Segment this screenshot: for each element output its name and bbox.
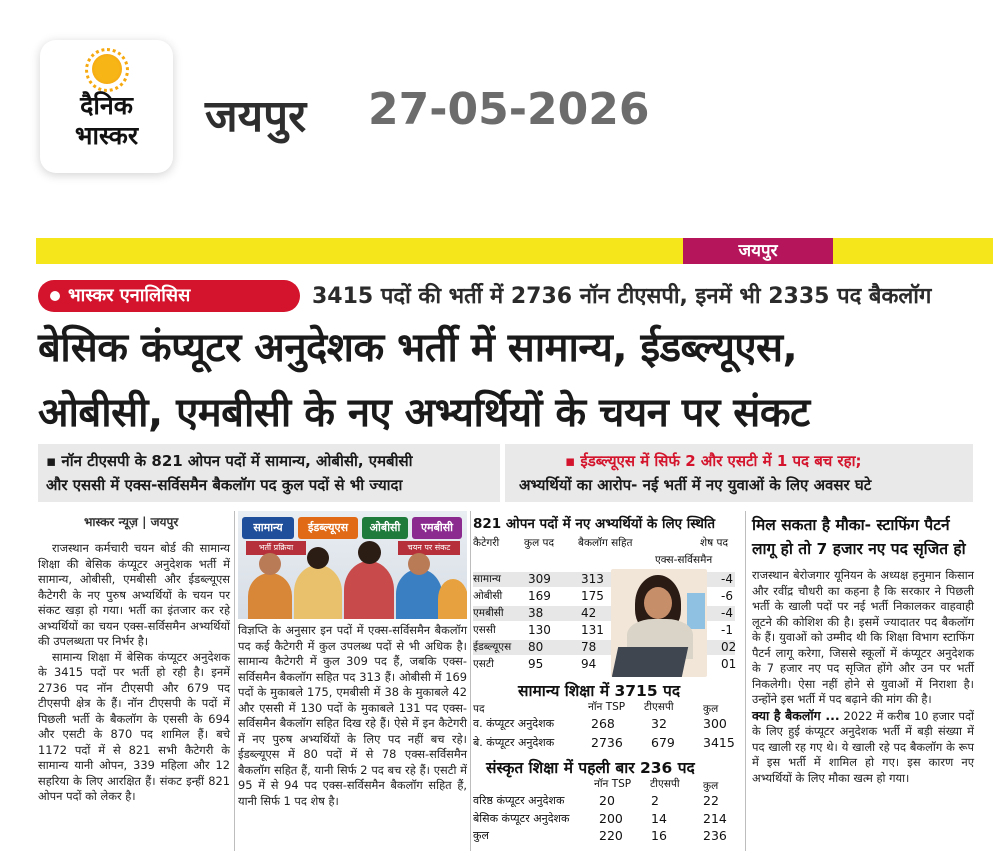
column-divider [234,511,235,851]
bullet-dot-icon [50,291,60,301]
right-headline-line2: लागू हो तो 7 हजार नए पद सृजित हो [752,540,966,558]
laptop-icon [612,647,688,677]
person-figure-icon [396,569,442,619]
edition-city: जयपुर [205,91,307,142]
highlight-right-line1: ▪ ईडब्ल्यूएस में सिर्फ 2 और एसटी में 1 पद बच रहा; [565,452,862,470]
table-cell-total: 309 [528,572,551,586]
table-cell-remaining: -4 [721,606,733,620]
illus-tab-mbc: एमबीसी [412,517,462,539]
table1-subheader: एक्स-सर्विसमैन [655,554,713,566]
highlight-right-line2: अभ्यर्थियों का आरोप- नई भर्ती में नए युवाओं के लिए अवसर घटे [519,476,872,494]
illus-tab-obc: ओबीसी [362,517,408,539]
person-head-icon [408,553,430,575]
table-cell-post: बे. कंप्यूटर अनुदेशक [473,736,555,749]
sun-icon [92,54,122,84]
table-cell-remaining: -1 [721,623,733,637]
table1-head-backlog: बैकलॉग सहित [578,537,633,549]
table1-head-remaining: शेष पद [700,537,729,549]
table-cell-remaining: -4 [721,572,733,586]
table-cell-tsp: 679 [651,735,675,750]
table3-head-tsp: टीएसपी [650,778,680,790]
table-cell-backlog: 131 [581,623,604,637]
table-cell-total: 3415 [703,735,735,750]
highlight-right [505,444,973,502]
table-cell-backlog: 42 [581,606,597,620]
edition-date: 27-05-2026 [368,84,650,135]
table-cell-backlog: 94 [581,657,597,671]
person-figure-icon [344,561,394,619]
table-cell-category: एमबीसी [473,607,504,619]
table-cell-nontsp: 220 [599,828,623,843]
article-paragraph: राजस्थान बेरोजगार यूनियन के अध्यक्ष हनुमान किसान और रवींद्र चौधरी का कहना है कि सरकार ने पिछली भर्ती के खाली पदों पर नई भर्ती निकालकर वाहवाही लूटने की कोशिश की है। इसमें ज्यादातर पद बैकलॉग के हैं। युवाओं को उम्मीद थी कि शिक्षा विभाग स्टाफिंग पैटर्न लागू करेगा, जिससे स्कूलों में कंप्यूटर अनुदेशक के 7 हजार नए पद सृजित होंगे और उन पर भर्ती निकलेगी। ऐसा नहीं होने से युवाओं में निराशा है। उन्होंने इस भर्ती में पद बढ़ाने की मांग की है। [752,568,974,706]
table-cell-category: एसटी [473,658,494,670]
person-head-icon [259,553,281,575]
table-cell-post: वरिष्ठ कंप्यूटर अनुदेशक [473,794,565,807]
table-cell-category: एससी [473,624,496,636]
sub-headline: 3415 पदों की भर्ती में 2736 नॉन टीएसपी, इनमें भी 2335 पद बैकलॉग [312,284,932,309]
table-cell-category: ओबीसी [473,590,503,602]
table1-head-category: कैटेगरी [473,537,500,549]
dainik-bhaskar-logo[interactable] [40,40,173,173]
table-cell-total: 169 [528,589,551,603]
table3-head-nontsp: नॉन TSP [594,778,632,790]
headline-line2: ओबीसी, एमबीसी के नए अभ्यर्थियों के चयन पर संकट [38,390,810,436]
logo-text-line1: दैनिक [80,91,133,120]
table-cell-total: 38 [528,606,544,620]
table-row [473,735,735,751]
highlight-left-line2: और एससी में एक्स-सर्विसमैन बैकलॉग पद कुल पदों से भी ज्यादा [46,476,403,494]
table-row [473,793,735,809]
monitor-icon [687,593,705,629]
table-cell-remaining: 01 [721,657,737,671]
table-cell-total: 236 [703,828,727,843]
article-column-1 [38,541,230,805]
backlog-subhead: क्या है बैकलॉग ... [752,707,840,723]
table-cell-category: ईडब्ल्यूएस [473,641,512,653]
table-row [473,716,735,732]
table3-head-total: कुल [703,780,719,792]
table-cell-backlog: 78 [581,640,597,654]
right-headline-line1: मिल सकता है मौका- स्टाफिंग पैटर्न [752,516,950,534]
table-cell-nontsp: 200 [599,811,623,826]
table-cell-backlog: 313 [581,572,604,586]
article-paragraph-1: राजस्थान कर्मचारी चयन बोर्ड की सामान्य शिक्षा की बेसिक कंप्यूटर अनुदेशक भर्ती में सामान्य, ओबीसी, एमबीसी और ईडब्ल्यूएस कैटेगरी के नए पुरुष अभ्यर्थियों के चयन पर संकट खड़ा हो गया। भर्ती का इंतजार कर रहे अभ्यर्थियों का चयन एक्स-सर्विसमैन अभ्यर्थियों की उपलब्धता पर निर्भर है। [38,541,230,648]
table2-head-total: कुल [703,703,719,715]
table2-head-tsp: टीएसपी [644,701,674,713]
table-row [473,811,735,827]
table3-title: संस्कृत शिक्षा में पहली बार 236 पद [486,759,695,777]
table-cell-total: 95 [528,657,544,671]
person-figure-icon [294,565,342,619]
table1-title: 821 ओपन पदों में नए अभ्यर्थियों के लिए स्थिति [473,516,716,532]
table-cell-nontsp: 2736 [591,735,623,750]
table-cell-post: बेसिक कंप्यूटर अनुदेशक [473,812,570,825]
table-cell-total: 80 [528,640,544,654]
table-cell-total: 130 [528,623,551,637]
illus-sign-crisis: चयन पर संकट [398,541,460,555]
article-paragraph-2: सामान्य शिक्षा में बेसिक कंप्यूटर अनुदेशक के 3415 पदों पर भर्ती हो रही है। इनमें 2736 पद नॉन टीएसपी और 679 पद टीएसपी क्षेत्र के हैं। नॉन टीएसपी के पदों में पिछली भर्ती के बैकलॉग के एससी के 694 और एसटी के 870 पद शामिल हैं। बचे 1172 पदों में से 821 सभी कैटेगरी के सामान्य यानी ओपन, 339 महिला और 12 सहरिया के लिए आरक्षित हैं। संकट इन्हीं 821 ओपन पदों को लेकर है। [38,649,230,803]
illustration-image [238,511,467,619]
person-figure-icon [248,573,292,619]
column-divider [745,511,746,851]
headline-line1: बेसिक कंप्यूटर अनुदेशक भर्ती में सामान्य, ईडब्ल्यूएस, [38,325,798,371]
table-cell-total: 22 [703,793,719,808]
person-figure-icon [438,579,467,619]
table-cell-tsp: 2 [651,793,659,808]
table-cell-tsp: 32 [651,716,667,731]
table-cell-remaining: 02 [721,640,737,654]
article-column-2: विज्ञप्ति के अनुसार इन पदों में एक्स-सर्विसमैन बैकलॉग पद कई कैटेगरी में कुल उपलब्ध पदों से भी अधिक है। सामान्य कैटेगरी में कुल 309 पद हैं, जबकि एक्स-सर्विसमैन बैकलॉग सहित पद 313 हैं। ओबीसी में 169 पदों के मुकाबले 175, एमबीसी में 38 के मुकाबले 42 और एससी में 130 पदों के मुकाबले 131 पद एक्स-सर्विसमैन बैकलॉग सहित दिख रहे हैं। ऐसे में इन कैटेगरी में नए पुरुष अभ्यर्थियों के लिए पद नहीं बच रहे। ईडब्ल्यूएस में 80 पदों में से 78 एक्स-सर्विसमैन बैकलॉग सहित हैं, यानी सिर्फ 2 पद बच रहे हैं। एसटी में 95 में से 94 पद एक्स-सर्विसमैन बैकलॉग सहित हैं, यानी सिर्फ 1 पद शेष है। [238,623,467,808]
person-head-icon [358,541,381,564]
table2-head-post: पद [473,703,485,715]
table2-title: सामान्य शिक्षा में 3715 पद [518,682,681,700]
table-cell-total: 214 [703,811,727,826]
byline: भास्कर न्यूज़ | जयपुर [84,515,179,529]
highlight-left-line1: ▪ नॉन टीएसपी के 821 ओपन पदों में सामान्य, ओबीसी, एमबीसी [46,452,413,470]
backlog-text: 2022 में करीब 10 हजार पदों के लिए हुई कंप्यूटर अनुदेशक भर्ती में बड़ी संख्या में पद खाली रह गए थे। ये खाली रहे पद बैकलॉग के रूप में इस भर्ती में शामिल हो गए। इस कारण नए अभ्यर्थियों के लिए मौका खत्म हो गया। [752,708,974,785]
illus-sign-process: भर्ती प्रक्रिया [246,541,306,555]
table-cell-category: सामान्य [473,573,502,585]
illus-tab-general: सामान्य [242,517,294,539]
column-divider [470,511,471,851]
section-city-label: जयपुर [683,238,833,264]
table-cell-tsp: 14 [651,811,667,826]
table-cell-total: 300 [703,716,727,731]
table-row [473,828,735,844]
analysis-tag-label: भास्कर एनालिसिस [68,285,191,306]
table-cell-tsp: 16 [651,828,667,843]
analysis-tag [38,280,300,312]
table-cell-post: कुल [473,829,489,842]
person-head-icon [307,547,329,569]
table-cell-nontsp: 20 [599,793,615,808]
section-band [36,238,993,264]
highlight-left [38,444,500,502]
article-column-4 [752,568,974,786]
table-cell-nontsp: 268 [591,716,615,731]
table1-head-total: कुल पद [524,537,555,549]
logo-text-line2: भास्कर [74,121,139,150]
table2-head-nontsp: नॉन TSP [588,701,626,713]
illus-tab-ews: ईडब्ल्यूएस [298,517,358,539]
table-cell-remaining: -6 [721,589,733,603]
article-paragraph [752,708,974,787]
table-cell-post: व. कंप्यूटर अनुदेशक [473,717,555,730]
student-photo [611,569,707,677]
face-shape [644,587,672,619]
table-cell-backlog: 175 [581,589,604,603]
